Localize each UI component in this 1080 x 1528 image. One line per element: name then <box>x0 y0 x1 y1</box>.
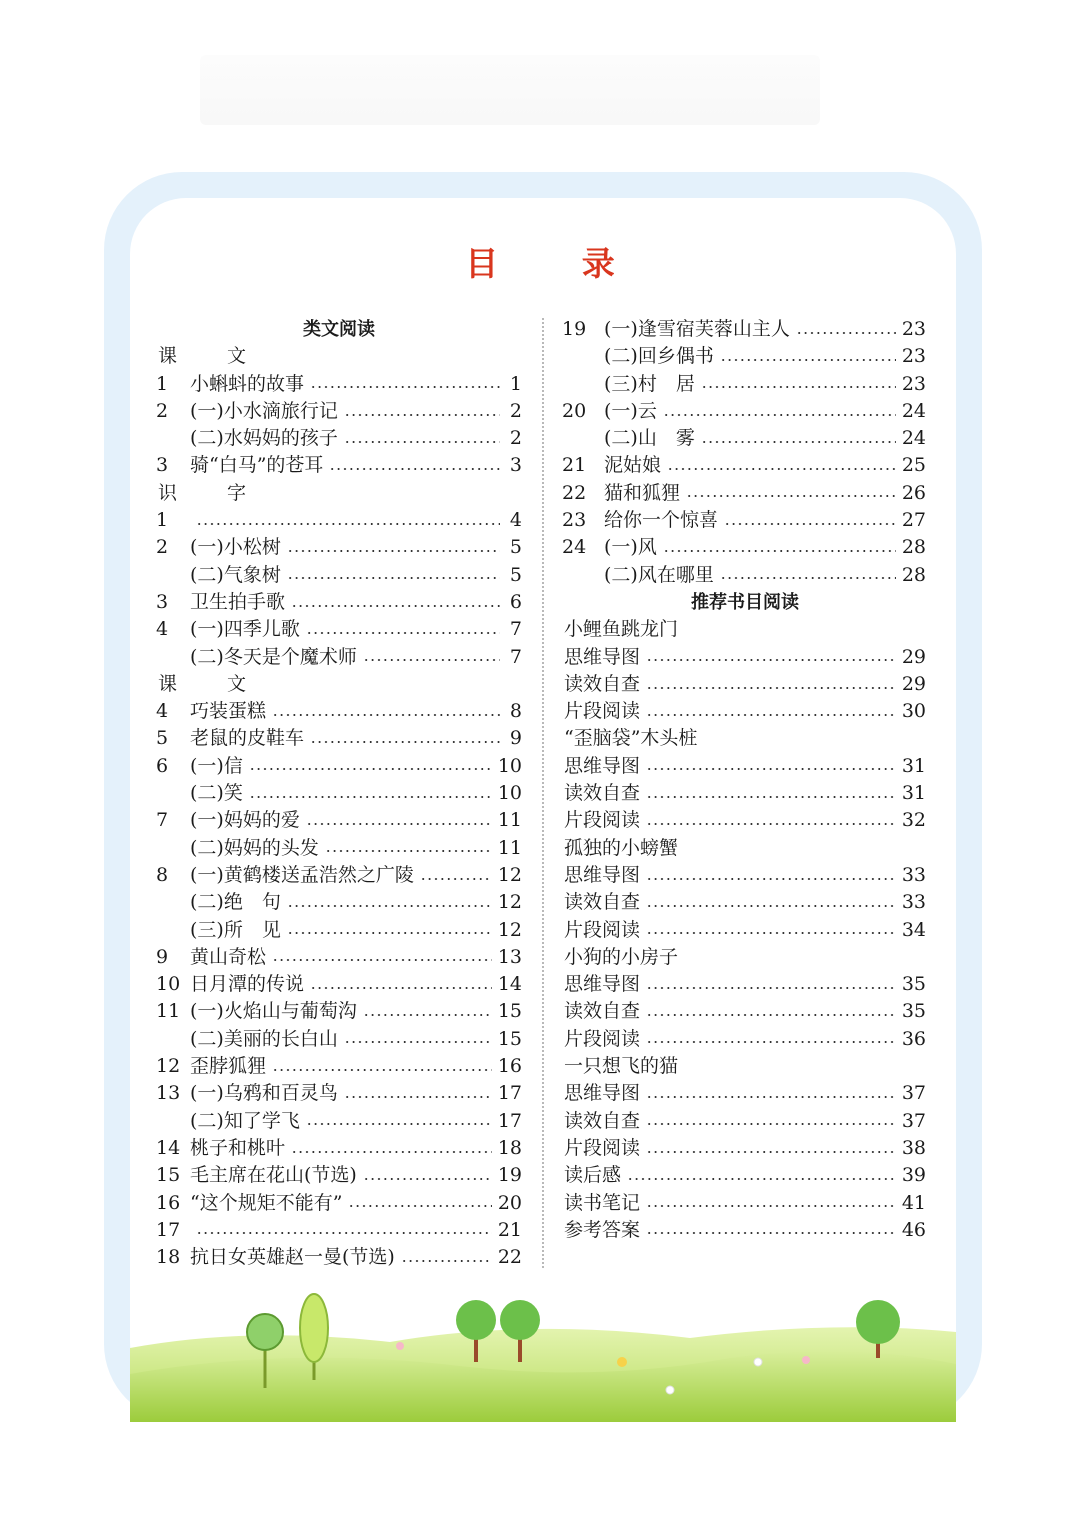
entry-title: (二)水妈妈的孩子 <box>190 427 338 450</box>
entry-number: 23 <box>562 509 587 532</box>
toc-entry[interactable] <box>150 780 528 807</box>
entry-title: 片段阅读 <box>564 700 641 723</box>
entry-title: (一)四季儿歌 <box>190 618 300 641</box>
toc-entry[interactable] <box>558 671 932 698</box>
entry-title: (二)知了学飞 <box>190 1109 300 1132</box>
page-number: 30 <box>901 700 926 723</box>
entry-title: (一)风 <box>604 536 657 559</box>
toc-entry[interactable] <box>558 807 932 834</box>
dot-leader <box>401 1260 492 1262</box>
page-number: 23 <box>901 372 926 395</box>
flower-icon <box>617 1357 627 1367</box>
page-number: 37 <box>901 1109 926 1132</box>
page-number: 33 <box>901 863 926 886</box>
entry-number: 2 <box>156 536 169 559</box>
page-number: 5 <box>509 563 522 586</box>
entry-title: 读效自查 <box>564 672 641 695</box>
entry-title: 思维导图 <box>564 645 641 668</box>
dot-leader <box>420 878 492 880</box>
entry-title: 片段阅读 <box>564 1027 641 1050</box>
entry-title: (一)信 <box>190 754 243 777</box>
entry-title: 思维导图 <box>564 1082 641 1105</box>
toc-entry[interactable] <box>558 698 932 725</box>
page-number: 6 <box>509 590 522 613</box>
toc-entry[interactable] <box>150 725 528 752</box>
toc-entry[interactable] <box>558 316 932 343</box>
dot-leader <box>724 523 896 525</box>
toc-entry[interactable] <box>558 644 932 671</box>
toc-entry[interactable] <box>558 753 932 780</box>
section-subheading: 课 文 <box>158 672 269 695</box>
dot-leader <box>287 932 492 934</box>
page-number: 8 <box>509 700 522 723</box>
page-number: 39 <box>901 1164 926 1187</box>
entry-number: 3 <box>156 590 169 613</box>
toc-entry[interactable] <box>558 971 932 998</box>
page-number: 34 <box>901 918 926 941</box>
entry-number: 15 <box>156 1164 181 1187</box>
entry-number: 1 <box>156 509 169 532</box>
dot-leader <box>287 577 500 579</box>
toc-entry[interactable] <box>150 1190 528 1217</box>
entry-title: 参考答案 <box>564 1218 641 1241</box>
dot-leader <box>291 1151 492 1153</box>
entry-title: (三)所 见 <box>190 918 281 941</box>
toc-left-column <box>150 316 528 1271</box>
dot-leader <box>646 714 896 716</box>
entry-title: (二)冬天是个魔术师 <box>190 645 357 668</box>
dot-leader <box>720 577 896 579</box>
flower-icon <box>666 1386 674 1394</box>
entry-number: 13 <box>156 1082 181 1105</box>
dot-leader <box>646 1123 896 1125</box>
entry-number: 12 <box>156 1055 181 1078</box>
toc-entry[interactable] <box>150 616 528 643</box>
toc-entry[interactable] <box>558 1190 932 1217</box>
book-title: 孤独的小螃蟹 <box>564 836 679 859</box>
dot-leader <box>306 1123 492 1125</box>
dot-leader <box>249 796 492 798</box>
page-number: 22 <box>497 1246 522 1269</box>
page-number: 28 <box>901 563 926 586</box>
page-number: 37 <box>901 1082 926 1105</box>
dot-leader <box>663 550 896 552</box>
toc-entry[interactable] <box>150 1162 528 1189</box>
page-number: 12 <box>497 863 522 886</box>
page-number: 2 <box>509 399 522 422</box>
page-number: 21 <box>497 1218 522 1241</box>
entry-title: 思维导图 <box>564 754 641 777</box>
toc-entry[interactable] <box>558 343 932 370</box>
page-number: 28 <box>901 536 926 559</box>
page-number: 11 <box>497 809 522 832</box>
page-number: 7 <box>509 618 522 641</box>
page-number: 1 <box>509 372 522 395</box>
dot-leader <box>646 1232 896 1234</box>
page-number: 38 <box>901 1136 926 1159</box>
toc-entry[interactable] <box>150 944 528 971</box>
book-title: 小鲤鱼跳龙门 <box>564 618 679 641</box>
page-number: 4 <box>509 509 522 532</box>
entry-title: (二)气象树 <box>190 563 281 586</box>
toc-entry[interactable] <box>150 835 528 862</box>
toc-entry[interactable] <box>150 753 528 780</box>
dot-leader <box>663 414 896 416</box>
toc-entry[interactable] <box>150 1135 528 1162</box>
dot-leader <box>291 605 500 607</box>
page-number: 19 <box>497 1164 522 1187</box>
toc-entry[interactable] <box>558 480 932 507</box>
page-number: 5 <box>509 536 522 559</box>
dot-leader <box>646 878 896 880</box>
dot-leader <box>287 905 492 907</box>
toc-entry[interactable] <box>558 507 932 534</box>
entry-title: (一)黄鹤楼送孟浩然之广陵 <box>190 863 414 886</box>
dot-leader <box>329 468 500 470</box>
entry-number: 24 <box>562 536 587 559</box>
dot-leader <box>646 987 896 989</box>
page-number: 20 <box>497 1191 522 1214</box>
page-number: 2 <box>509 427 522 450</box>
dot-leader <box>310 987 492 989</box>
entry-number: 17 <box>156 1218 181 1241</box>
entry-title: (二)山 雾 <box>604 427 695 450</box>
entry-number: 14 <box>156 1136 181 1159</box>
toc-entry[interactable] <box>558 862 932 889</box>
entry-title: 毛主席在花山(节选) <box>190 1164 357 1187</box>
entry-title: 猫和狐狸 <box>604 481 681 504</box>
entry-title: 思维导图 <box>564 863 641 886</box>
scan-smudge <box>200 55 820 125</box>
dot-leader <box>720 359 896 361</box>
entry-number: 16 <box>156 1191 181 1214</box>
page-number: 32 <box>901 809 926 832</box>
dot-leader <box>325 850 492 852</box>
section-subheading: 课 文 <box>158 345 269 368</box>
section-heading: 类文阅读 <box>303 319 375 340</box>
flower-icon <box>802 1356 810 1364</box>
entry-title: 片段阅读 <box>564 918 641 941</box>
page-number: 41 <box>901 1191 926 1214</box>
entry-number: 2 <box>156 399 169 422</box>
toc-entry[interactable] <box>558 534 932 561</box>
section-heading: 推荐书目阅读 <box>691 591 799 613</box>
page-number: 15 <box>497 1027 522 1050</box>
dot-leader <box>306 632 500 634</box>
page-number: 33 <box>901 891 926 914</box>
dot-leader <box>287 550 500 552</box>
entry-title: (一)乌鸦和百灵鸟 <box>190 1082 338 1105</box>
book-title: 一只想飞的猫 <box>564 1055 679 1078</box>
entry-number: 6 <box>156 754 169 777</box>
toc-entry[interactable] <box>150 1080 528 1107</box>
dot-leader <box>646 823 896 825</box>
entry-title: 读效自查 <box>564 1000 641 1023</box>
entry-number: 21 <box>562 454 587 477</box>
toc-entry[interactable] <box>558 398 932 425</box>
toc-entry[interactable] <box>558 917 932 944</box>
entry-title: (一)小松树 <box>190 536 281 559</box>
entry-title: (一)小水滴旅行记 <box>190 399 338 422</box>
dot-leader <box>344 1096 492 1098</box>
page-number: 16 <box>497 1055 522 1078</box>
dot-leader <box>348 1205 491 1207</box>
page-number: 46 <box>901 1218 926 1241</box>
dot-leader <box>667 468 896 470</box>
entry-title: 骑“白马”的苍耳 <box>190 454 324 477</box>
entry-title: (二)回乡偶书 <box>604 345 714 368</box>
book-title: “歪脑袋”木头桩 <box>564 727 698 750</box>
entry-title: (三)村 居 <box>604 372 695 395</box>
dot-leader <box>310 741 500 743</box>
entry-title: 思维导图 <box>564 973 641 996</box>
page-number: 24 <box>901 427 926 450</box>
entry-number: 7 <box>156 809 169 832</box>
dot-leader <box>646 932 896 934</box>
entry-title: 给你一个惊喜 <box>604 509 719 532</box>
page-number: 36 <box>901 1027 926 1050</box>
toc-entry[interactable] <box>558 1026 932 1053</box>
book-title: 小狗的小房子 <box>564 945 679 968</box>
entry-title: (二)风在哪里 <box>604 563 714 586</box>
entry-title: (二)妈妈的头发 <box>190 836 319 859</box>
toc-entry[interactable] <box>558 452 932 479</box>
entry-title: 片段阅读 <box>564 1136 641 1159</box>
toc-entry[interactable] <box>150 644 528 671</box>
page-title: 目 录 <box>465 244 651 283</box>
dot-leader <box>796 332 896 334</box>
toc-entry[interactable] <box>150 534 528 561</box>
dot-leader <box>627 1178 896 1180</box>
toc-entry[interactable] <box>150 889 528 916</box>
page-number: 17 <box>497 1082 522 1105</box>
entry-number: 4 <box>156 700 169 723</box>
toc-entry[interactable] <box>150 1053 528 1080</box>
entry-number: 18 <box>156 1246 181 1269</box>
page-number: 35 <box>901 973 926 996</box>
entry-number: 1 <box>156 372 169 395</box>
entry-title: (一)妈妈的爱 <box>190 809 300 832</box>
page-number: 29 <box>901 672 926 695</box>
toc-entry[interactable] <box>150 1026 528 1053</box>
dot-leader <box>306 823 492 825</box>
dot-leader <box>646 687 896 689</box>
entry-title: (一)云 <box>604 399 657 422</box>
toc-entry[interactable] <box>150 507 528 534</box>
entry-number: 10 <box>156 973 181 996</box>
entry-title: 读书笔记 <box>564 1191 641 1214</box>
dot-leader <box>344 1041 492 1043</box>
toc-entry[interactable] <box>558 562 932 589</box>
dot-leader <box>272 714 500 716</box>
page-number: 9 <box>509 727 522 750</box>
dot-leader <box>646 1096 896 1098</box>
page-number: 23 <box>901 318 926 340</box>
page-number: 12 <box>497 918 522 941</box>
toc-entry[interactable] <box>558 998 932 1025</box>
page-number: 31 <box>901 754 926 777</box>
page-number: 15 <box>497 1000 522 1023</box>
toc-entry[interactable] <box>150 371 528 398</box>
dot-leader <box>272 959 492 961</box>
page-number: 35 <box>901 1000 926 1023</box>
entry-title: 泥姑娘 <box>604 454 662 477</box>
dot-leader <box>363 1014 492 1016</box>
dot-leader <box>646 1041 896 1043</box>
page-number: 17 <box>497 1109 522 1132</box>
dot-leader <box>646 1205 896 1207</box>
page-number: 23 <box>901 345 926 368</box>
page-number: 24 <box>901 399 926 422</box>
entry-number: 20 <box>562 399 587 422</box>
entry-title: 卫生拍手歌 <box>190 590 286 613</box>
page-number: 11 <box>497 836 522 859</box>
entry-title: 歪脖狐狸 <box>190 1055 267 1078</box>
toc-entry[interactable] <box>558 1080 932 1107</box>
entry-number: 5 <box>156 727 169 750</box>
dot-leader <box>646 1014 896 1016</box>
entry-title: 读效自查 <box>564 1109 641 1132</box>
dot-leader <box>646 796 896 798</box>
entry-title: 巧装蛋糕 <box>190 700 267 723</box>
toc-entry[interactable] <box>558 371 932 398</box>
page-number: 25 <box>901 454 926 477</box>
page-number: 12 <box>497 891 522 914</box>
entry-title: 读效自查 <box>564 782 641 805</box>
dot-leader <box>646 1151 896 1153</box>
entry-title: 黄山奇松 <box>190 945 267 968</box>
entry-title: 读后感 <box>564 1164 622 1187</box>
entry-title: 老鼠的皮鞋车 <box>190 727 305 750</box>
entry-title: 日月潭的传说 <box>190 973 305 996</box>
dot-leader <box>344 414 500 416</box>
toc-entry[interactable] <box>558 1217 932 1244</box>
dot-leader <box>686 495 896 497</box>
page-number: 18 <box>497 1136 522 1159</box>
dot-leader <box>701 441 896 443</box>
toc-entry[interactable] <box>150 1244 528 1271</box>
entry-number: 9 <box>156 945 169 968</box>
entry-number: 11 <box>156 1000 181 1023</box>
page-number: 10 <box>497 754 522 777</box>
entry-title: 读效自查 <box>564 891 641 914</box>
toc-entry[interactable] <box>150 807 528 834</box>
dot-leader <box>646 768 896 770</box>
page-number: 3 <box>509 454 522 477</box>
toc-entry[interactable] <box>150 425 528 452</box>
toc-entry[interactable] <box>150 971 528 998</box>
toc-entry[interactable] <box>558 425 932 452</box>
entry-number: 3 <box>156 454 169 477</box>
page-number: 26 <box>901 481 926 504</box>
entry-title: 小蝌蚪的故事 <box>190 372 305 395</box>
page-number: 13 <box>497 945 522 968</box>
page-number: 10 <box>497 782 522 805</box>
page-number: 7 <box>509 645 522 668</box>
page-number: 31 <box>901 782 926 805</box>
flower-icon <box>754 1358 762 1366</box>
dot-leader <box>363 659 500 661</box>
toc-entry[interactable] <box>558 780 932 807</box>
entry-title: 抗日女英雄赵一曼(节选) <box>190 1246 395 1269</box>
dot-leader <box>363 1178 492 1180</box>
entry-title: “这个规矩不能有” <box>190 1191 343 1214</box>
toc-entry[interactable] <box>150 589 528 616</box>
entry-number: 4 <box>156 618 169 641</box>
dot-leader <box>701 386 896 388</box>
dot-leader <box>272 1069 492 1071</box>
page-number: 27 <box>901 509 926 532</box>
toc-entry[interactable] <box>558 889 932 916</box>
flower-icon <box>396 1342 404 1350</box>
toc-entry[interactable] <box>150 562 528 589</box>
dot-leader <box>344 441 500 443</box>
toc-entry[interactable] <box>150 917 528 944</box>
entry-title: (一)逢雪宿芙蓉山主人 <box>604 318 790 340</box>
toc-entry[interactable] <box>558 1162 932 1189</box>
dot-leader <box>196 1232 492 1234</box>
toc-entry[interactable] <box>150 1108 528 1135</box>
entry-title: (二)笑 <box>190 782 243 805</box>
dot-leader <box>196 523 500 525</box>
entry-title: 片段阅读 <box>564 809 641 832</box>
column-divider <box>542 318 544 1268</box>
toc-entry[interactable] <box>150 698 528 725</box>
toc-entry[interactable] <box>150 862 528 889</box>
entry-number: 8 <box>156 863 169 886</box>
entry-title: (二)美丽的长白山 <box>190 1027 338 1050</box>
dot-leader <box>249 768 492 770</box>
dot-leader <box>310 386 500 388</box>
entry-title: (二)绝 句 <box>190 891 281 914</box>
toc-entry[interactable] <box>150 452 528 479</box>
toc-entry[interactable] <box>558 1135 932 1162</box>
entry-number: 19 <box>562 318 587 340</box>
entry-number: 22 <box>562 481 587 504</box>
entry-title: 桃子和桃叶 <box>190 1136 286 1159</box>
page-number: 14 <box>497 973 522 996</box>
dot-leader <box>646 659 896 661</box>
toc-entry[interactable] <box>150 398 528 425</box>
toc-right-column <box>558 316 932 1244</box>
toc-entry[interactable] <box>150 998 528 1025</box>
landscape-illustration <box>130 1290 956 1422</box>
entry-title: (一)火焰山与葡萄沟 <box>190 1000 357 1023</box>
toc-entry[interactable] <box>150 1217 528 1244</box>
section-subheading: 识 字 <box>158 481 269 504</box>
dot-leader <box>646 905 896 907</box>
toc-entry[interactable] <box>558 1108 932 1135</box>
page-number: 29 <box>901 645 926 668</box>
